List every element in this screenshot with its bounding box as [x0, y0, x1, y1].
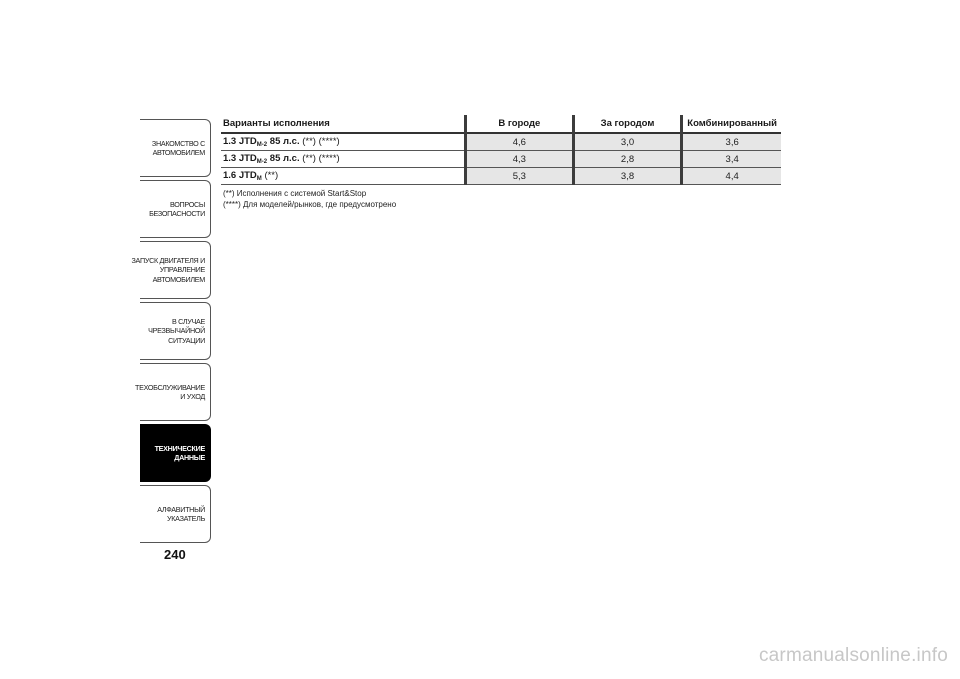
watermark: carmanualsonline.info	[758, 645, 948, 666]
model-note: (**) (****)	[302, 136, 340, 147]
table-row	[221, 168, 781, 185]
chapter-tab-label: ЧРЕЗВЫЧАЙНОЙ	[148, 326, 205, 336]
chapter-tab[interactable]	[140, 119, 211, 177]
variant-cell	[221, 168, 465, 185]
header-city: В городе	[465, 115, 573, 133]
chapter-tab-label: БЕЗОПАСНОСТИ	[149, 209, 205, 218]
model-power: 85 л.с.	[269, 136, 300, 147]
chapter-tab[interactable]	[140, 424, 211, 482]
consumption-value: 4,4	[682, 168, 781, 185]
consumption-value: 4,6	[465, 133, 573, 151]
table-row	[221, 133, 781, 151]
chapter-tab-label: ТЕХНИЧЕСКИЕ	[154, 443, 205, 453]
footnote: (****) Для моделей/рынков, где предусмотрено	[223, 200, 397, 209]
consumption-value: 3,6	[682, 133, 781, 151]
chapter-tab-label: ВОПРОСЫ	[170, 199, 205, 209]
consumption-table-section	[221, 115, 781, 210]
header-highway: За городом	[573, 115, 682, 133]
model-subscript: M-2	[256, 142, 268, 148]
chapter-tab-label: АВТОМОБИЛЕМ	[152, 148, 205, 157]
footnotes	[221, 188, 781, 210]
model-power: 85 л.с.	[269, 153, 300, 164]
chapter-tab-label: И УХОД	[180, 392, 205, 401]
model-subscript: M-2	[256, 159, 268, 165]
model-name: 1.3 JTD	[223, 153, 257, 164]
model-note: (**)	[264, 170, 279, 181]
variant-cell	[221, 133, 465, 151]
chapter-tab-label: В СЛУЧАЕ	[171, 316, 205, 326]
footnote: (**) Исполнения с системой Start&Stop	[223, 189, 367, 198]
chapter-tab-label: АВТОМОБИЛЕМ	[152, 274, 205, 284]
consumption-value: 3,4	[682, 151, 781, 168]
model-name: 1.3 JTD	[223, 136, 257, 147]
model-subscript: M	[256, 176, 262, 182]
chapter-tab[interactable]	[140, 302, 211, 360]
chapter-tab-label: УПРАВЛЕНИЕ	[159, 265, 205, 275]
consumption-value: 4,3	[465, 151, 573, 168]
chapter-tab-label: ЗНАКОМСТВО С	[151, 138, 205, 148]
table-header-row	[221, 115, 781, 133]
consumption-value: 5,3	[465, 168, 573, 185]
variant-cell	[221, 151, 465, 168]
fuel-consumption-table	[221, 115, 781, 185]
chapter-tab-label: ДАННЫЕ	[174, 453, 205, 462]
consumption-value: 3,8	[573, 168, 682, 185]
consumption-value: 3,0	[573, 133, 682, 151]
header-variants: Варианты исполнения	[221, 115, 465, 133]
model-note: (**) (****)	[302, 153, 340, 164]
chapter-tab-label: СИТУАЦИИ	[168, 335, 205, 345]
chapter-tab[interactable]	[134, 363, 211, 421]
consumption-value: 2,8	[573, 151, 682, 168]
chapter-tab[interactable]	[140, 485, 211, 543]
model-name: 1.6 JTD	[223, 170, 257, 181]
chapter-tab[interactable]	[131, 241, 211, 299]
chapter-tab-label: ЗАПУСК ДВИГАТЕЛЯ И	[131, 255, 205, 265]
chapter-tab-label: АЛФАВИТНЫЙ	[157, 504, 205, 514]
page-number: 240	[164, 547, 186, 562]
chapter-tab-label: УКАЗАТЕЛЬ	[167, 514, 205, 523]
table-row	[221, 151, 781, 168]
chapter-tab[interactable]	[140, 180, 211, 238]
chapter-tab-label: ТЕХОБСЛУЖИВАНИЕ	[134, 382, 205, 392]
header-combined: Комбинированный	[682, 115, 781, 133]
